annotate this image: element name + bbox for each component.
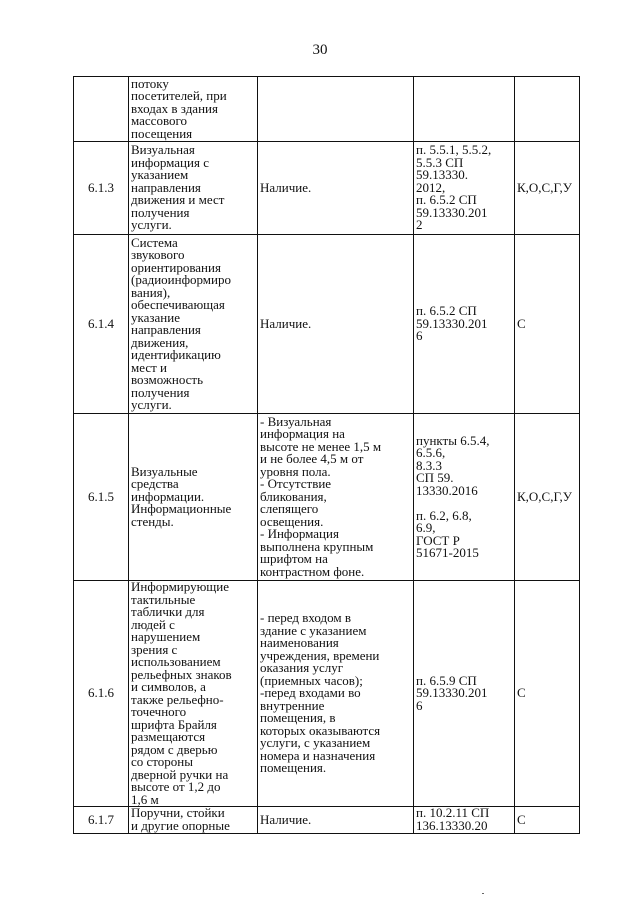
item-name: Визуальные средства информации. Информационные стенды. (129, 414, 258, 581)
item-number: 6.1.5 (74, 414, 129, 581)
page-number: 30 (312, 42, 328, 58)
item-number (74, 77, 129, 142)
item-number: 6.1.6 (74, 581, 129, 807)
table-row (74, 235, 580, 414)
table-row (74, 77, 580, 142)
item-category: К,О,С,Г,У (515, 414, 580, 581)
table-row (74, 414, 580, 581)
requirements-table (73, 76, 580, 834)
table-row (74, 581, 580, 807)
item-category: С (515, 235, 580, 414)
item-reference: п. 10.2.11 СП 136.13330.20 (414, 807, 515, 834)
item-reference: пункты 6.5.4, 6.5.6, 8.3.3 СП 59. 13330.2016 п. 6.2, 6.8, 6.9, ГОСТ Р 51671-2015 (414, 414, 515, 581)
item-category: С (515, 807, 580, 834)
scan-speck (482, 893, 484, 894)
item-category (515, 77, 580, 142)
item-requirement: Наличие. (258, 142, 414, 235)
item-requirement: Наличие. (258, 235, 414, 414)
item-name: потоку посетителей, при входах в здания массового посещения (129, 77, 258, 142)
item-number: 6.1.3 (74, 142, 129, 235)
item-name: Визуальная информация с указанием направления движения и мест получения услуги. (129, 142, 258, 235)
item-requirement: - Визуальная информация на высоте не менее 1,5 м и не более 4,5 м от уровня пола. - Отсутствие бликования, слепящего освещения. - Информация выполнена крупным шрифтом на контрастном фоне. (258, 414, 414, 581)
item-requirement: - перед входом в здание с указанием наименования учреждения, времени оказания услуг (приемных часов); -перед входами во внутренние помещения, в которых оказываются услуги, с указанием номера и назначения помещения. (258, 581, 414, 807)
item-number: 6.1.7 (74, 807, 129, 834)
table-row (74, 807, 580, 834)
item-number: 6.1.4 (74, 235, 129, 414)
item-name: Поручни, стойки и другие опорные (129, 807, 258, 834)
item-reference: п. 5.5.1, 5.5.2, 5.5.3 СП 59.13330. 2012, п. 6.5.2 СП 59.13330.201 2 (414, 142, 515, 235)
item-reference: п. 6.5.9 СП 59.13330.201 6 (414, 581, 515, 807)
item-name: Информирующие тактильные таблички для людей с нарушением зрения с использованием рельефных знаков и символов, а также рельефно- точечного шрифта Брайля размещаются рядом с дверью со стороны дверной ручки на высоте от 1,2 до 1,6 м (129, 581, 258, 807)
item-reference: п. 6.5.2 СП 59.13330.201 6 (414, 235, 515, 414)
item-reference (414, 77, 515, 142)
table-row (74, 142, 580, 235)
item-category: С (515, 581, 580, 807)
item-name: Система звукового ориентирования (радиоинформиро вания), обеспечивающая указание направления движения, идентификацию мест и возможность получения услуги. (129, 235, 258, 414)
item-requirement (258, 77, 414, 142)
item-requirement: Наличие. (258, 807, 414, 834)
item-category: К,О,С,Г,У (515, 142, 580, 235)
